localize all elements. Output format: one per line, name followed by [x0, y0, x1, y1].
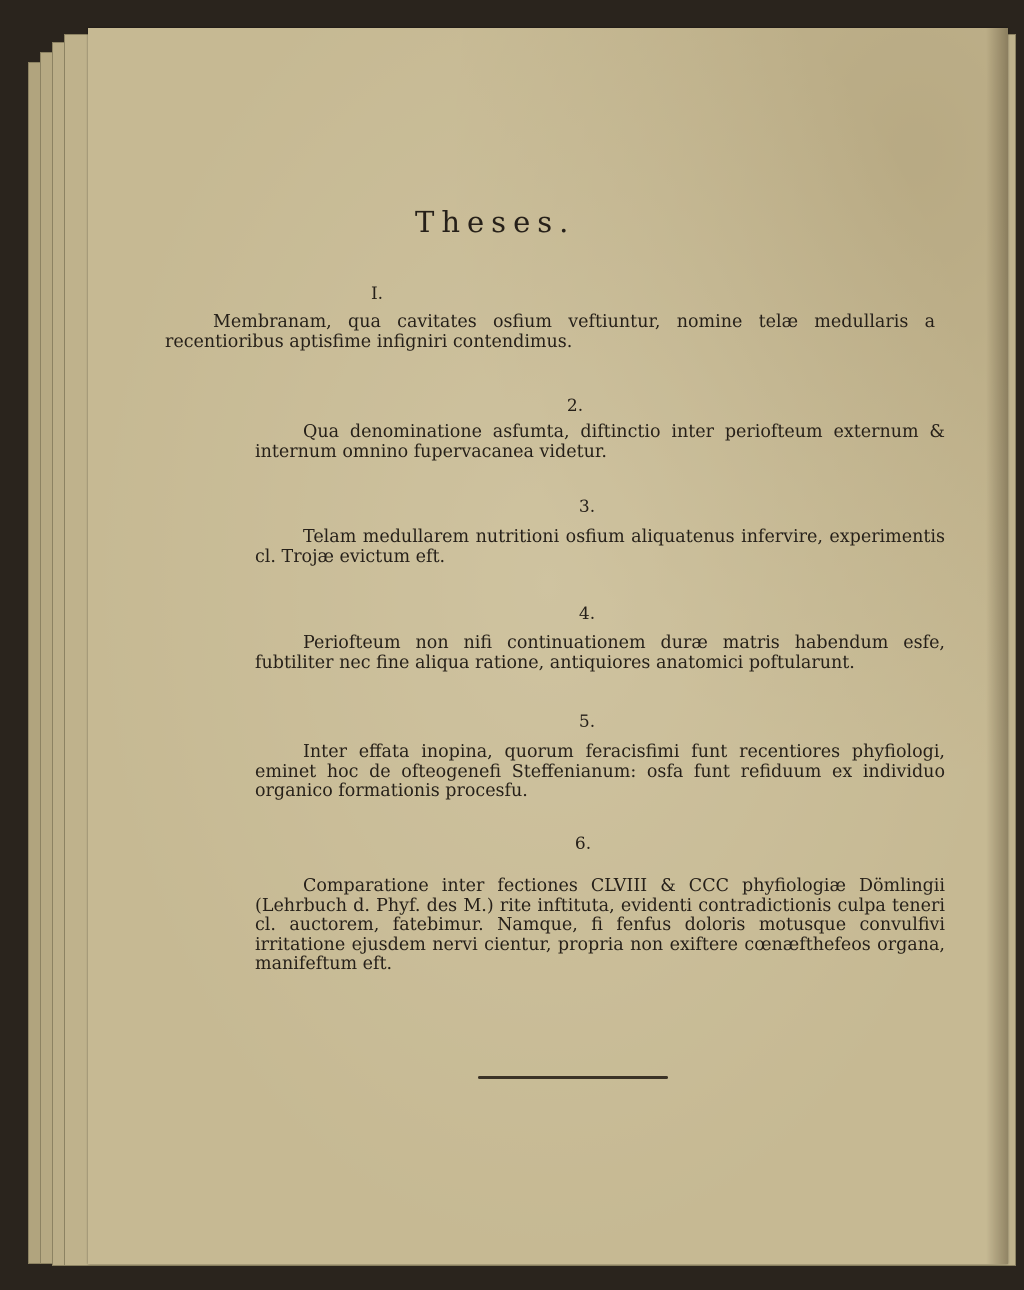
thesis-text: Periofteum non nifi continuationem duræ matris habendum esfe, fubtiliter nec fine aliqua ratione, antiquiores anatomici poftularunt. — [255, 633, 945, 673]
end-rule — [478, 1076, 668, 1079]
thesis-text: Telam medullarem nutritioni osfium aliquatenus infervire, experimentis cl. Trojæ evictum eft. — [255, 527, 945, 567]
thesis-number: 3. — [578, 497, 596, 517]
thesis-number: 6. — [574, 834, 592, 854]
thesis-text: Inter effata inopina, quorum feracisfimi funt recentiores phyfiologi, eminet hoc de ofteogenefi Steffenianum: osfa funt refiduum ex individuo organico formationis procesfu. — [255, 742, 945, 801]
binding-gutter — [986, 28, 1008, 1264]
thesis-text: Membranam, qua cavitates osfium veftiuntur, nomine telæ medullaris a recentioribus aptisfime infigniri contendimus. — [165, 312, 935, 352]
thesis-number: I. — [370, 284, 384, 304]
thesis-number: 4. — [578, 604, 596, 624]
thesis-text: Comparatione inter fectiones CLVIII & CCC phyfiologiæ Dömlingii (Lehrbuch d. Phyf. des M.) rite inftituta, evidenti contradictionis culpa teneri cl. auctorem, fatebimur. Namque, fi fenfus doloris motusque convulfivi irritatione ejusdem nervi cientur, propria non exiftere cœnæfthefeos organa, manifeftum eft. — [255, 876, 945, 974]
thesis-number: 2. — [566, 396, 584, 416]
thesis-number: 5. — [578, 712, 596, 732]
page-title: Theses. — [415, 205, 576, 239]
thesis-text: Qua denominatione asfumta, diftinctio inter periofteum externum & internum omnino fupervacanea videtur. — [255, 422, 945, 462]
